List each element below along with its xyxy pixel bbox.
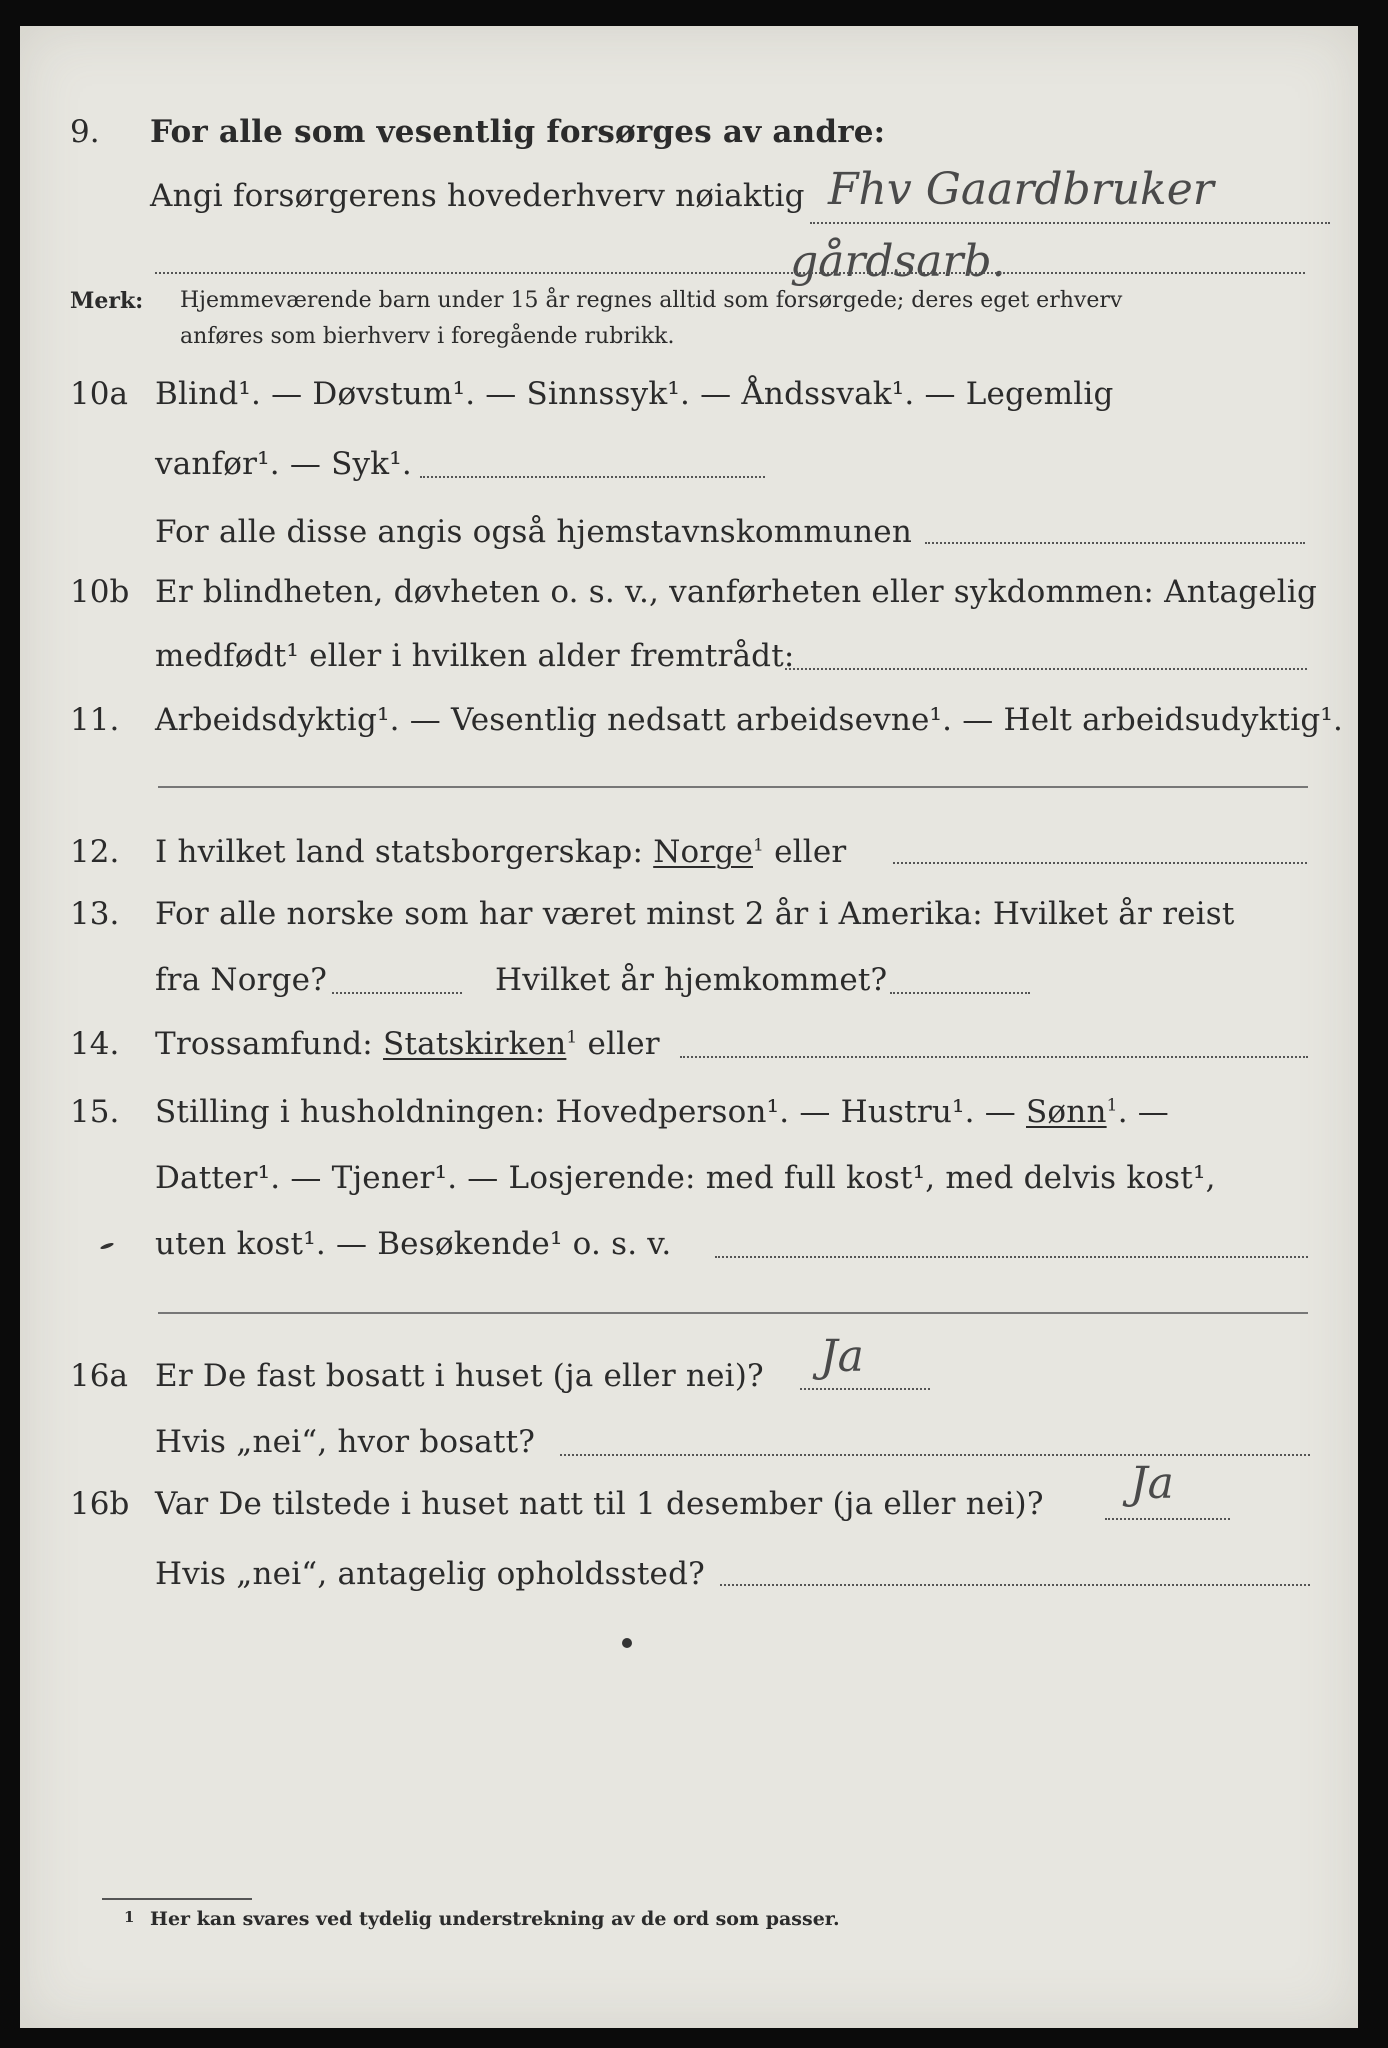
q15-answer-line — [158, 1312, 1308, 1314]
q12-other-line — [893, 862, 1307, 864]
q9-answer-line-2 — [155, 272, 1305, 274]
footnote-text: Her kan svares ved tydelig understrekning av de ord som passer. — [150, 1908, 840, 1930]
q15-answer-underlined: Sønn — [1026, 1094, 1107, 1130]
q9-answer-handwritten: Fhv Gaardbruker — [828, 164, 1214, 215]
pencil-mark — [100, 1242, 115, 1251]
q15-line-1-suffix: . — — [1117, 1094, 1169, 1130]
q16b-number: 16b — [70, 1486, 130, 1522]
q10b-alder-line — [785, 668, 1307, 670]
q12-text: I hvilket land statsborgerskap: Norge$^1$ eller — [155, 834, 847, 870]
q12-prefix: I hvilket land statsborgerskap: — [155, 834, 644, 870]
q13-number: 13. — [70, 896, 120, 932]
q15-other-line — [715, 1256, 1308, 1258]
q16a-line-1: Er De fast bosatt i huset (ja eller nei)? — [155, 1358, 764, 1394]
q13-reist-label: fra Norge? — [155, 962, 328, 998]
q14-prefix: Trossamfund: — [155, 1026, 373, 1062]
q10a-number: 10a — [70, 376, 128, 412]
q10b-line-2: medfødt¹ eller i hvilken alder fremtrådt: — [155, 638, 795, 674]
q16a-answer-handwritten: Ja — [820, 1331, 864, 1382]
merk-text-2: anføres som bierhverv i foregående rubrikk. — [180, 324, 675, 349]
q13-line-1: For alle norske som har været minst 2 år i Amerika: Hvilket år reist — [155, 896, 1235, 932]
q11-number: 11. — [70, 702, 120, 738]
q13-hjemkommet-label: Hvilket år hjemkommet? — [495, 962, 888, 998]
q16b-opholdssted-line — [720, 1584, 1310, 1586]
q10a-syk-line — [420, 476, 765, 478]
q11-line-1: Arbeidsdyktig¹. — Vesentlig nedsatt arbeidsevne¹. — Helt arbeidsudyktig¹. — [155, 702, 1344, 738]
q14-number: 14. — [70, 1026, 120, 1062]
q16a-bosatt-line — [560, 1454, 1310, 1456]
q9-prompt: Angi forsørgerens hovederhverv nøiaktig — [150, 178, 805, 214]
q16a-line-2: Hvis „nei“, hvor bosatt? — [155, 1424, 536, 1460]
q10a-line-2: vanfør¹. — Syk¹. — [155, 446, 412, 482]
q12-answer-underlined: Norge — [653, 834, 753, 870]
q12-number: 12. — [70, 834, 120, 870]
q10b-line-1: Er blindheten, døvheten o. s. v., vanførheten eller sykdommen: Antagelig — [155, 574, 1318, 610]
q15-line-1-prefix: Stilling i husholdningen: Hovedperson¹. — Hustru¹. — — [155, 1094, 1016, 1130]
q14-other-line — [680, 1056, 1308, 1058]
q12-suffix: eller — [774, 834, 847, 870]
q16b-line-2: Hvis „nei“, antagelig opholdssted? — [155, 1556, 705, 1592]
q16b-line-1: Var De tilstede i huset natt til 1 desember (ja eller nei)? — [155, 1486, 1044, 1522]
q13-reist-line — [332, 992, 462, 994]
q15-line-1: Stilling i husholdningen: Hovedperson¹. — Hustru¹. — Sønn$^1$. — — [155, 1094, 1169, 1130]
q15-line-2: Datter¹. — Tjener¹. — Losjerende: med full kost¹, med delvis kost¹, — [155, 1160, 1216, 1196]
q11-answer-line — [158, 786, 1308, 788]
footnote-rule — [102, 1898, 252, 1900]
q13-hjemkommet-line — [890, 992, 1030, 994]
ink-dot — [622, 1638, 632, 1648]
q9-number: 9. — [70, 114, 100, 150]
q9-answer-handwritten-2: gårdsarb. — [790, 236, 1006, 287]
q10a-line-3: For alle disse angis også hjemstavnskommunen — [155, 514, 912, 550]
census-form-page — [20, 26, 1358, 2028]
q16b-answer-handwritten: Ja — [1130, 1458, 1174, 1509]
q9-answer-line — [810, 222, 1330, 224]
q16a-number: 16a — [70, 1358, 128, 1394]
q15-line-3: uten kost¹. — Besøkende¹ o. s. v. — [155, 1226, 672, 1262]
q16b-answer-line — [1105, 1518, 1230, 1520]
footnote-marker: 1 — [124, 1908, 135, 1926]
q10a-kommune-line — [925, 542, 1305, 544]
q9-title: For alle som vesentlig forsørges av andre: — [150, 114, 886, 150]
q14-suffix: eller — [587, 1026, 660, 1062]
q10a-line-1: Blind¹. — Døvstum¹. — Sinnssyk¹. — Åndssvak¹. — Legemlig — [155, 376, 1114, 412]
merk-text-1: Hjemmeværende barn under 15 år regnes alltid som forsørgede; deres eget erhverv — [180, 288, 1123, 313]
q15-number: 15. — [70, 1094, 120, 1130]
q16a-answer-line — [800, 1388, 930, 1390]
q14-text: Trossamfund: Statskirken$^1$ eller — [155, 1026, 660, 1062]
q10b-number: 10b — [70, 574, 130, 610]
q14-answer-underlined: Statskirken — [383, 1026, 567, 1062]
merk-label: Merk: — [70, 288, 144, 314]
